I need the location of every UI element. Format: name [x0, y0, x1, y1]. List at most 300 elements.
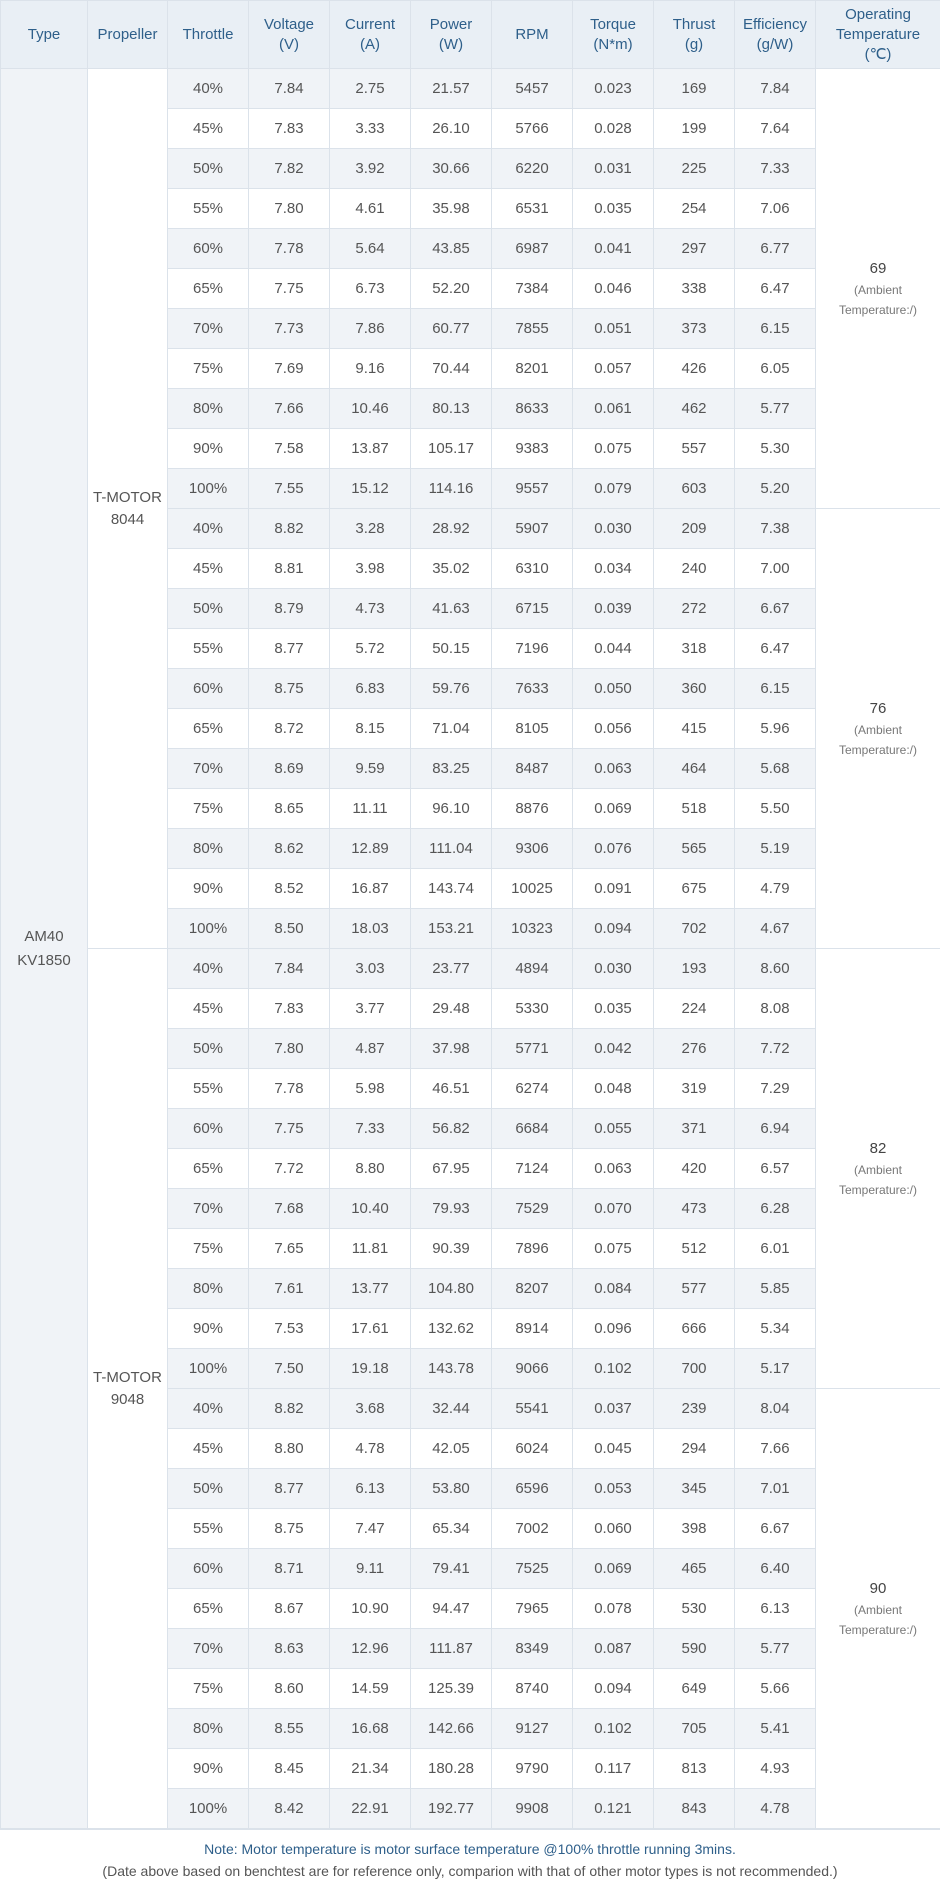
- cell-rpm: 10025: [492, 869, 573, 909]
- cell-current: 14.59: [330, 1669, 411, 1709]
- cell-power: 111.87: [411, 1629, 492, 1669]
- column-header-propeller-line: Propeller: [97, 26, 157, 43]
- cell-torque: 0.069: [573, 789, 654, 829]
- cell-voltage: 7.69: [249, 349, 330, 389]
- cell-voltage: 8.45: [249, 1749, 330, 1789]
- cell-rpm: 8487: [492, 749, 573, 789]
- cell-efficiency: 8.60: [735, 949, 816, 989]
- cell-rpm: 6024: [492, 1429, 573, 1469]
- cell-throttle: 70%: [168, 749, 249, 789]
- cell-power: 21.57: [411, 69, 492, 109]
- cell-current: 9.16: [330, 349, 411, 389]
- cell-power: 37.98: [411, 1029, 492, 1069]
- cell-thrust: 512: [654, 1229, 735, 1269]
- cell-torque: 0.039: [573, 589, 654, 629]
- cell-thrust: 360: [654, 669, 735, 709]
- cell-throttle: 40%: [168, 69, 249, 109]
- column-header-efficiency-line: Efficiency: [743, 16, 807, 33]
- cell-rpm: 8201: [492, 349, 573, 389]
- cell-thrust: 345: [654, 1469, 735, 1509]
- cell-current: 9.11: [330, 1549, 411, 1589]
- cell-efficiency: 4.93: [735, 1749, 816, 1789]
- column-header-torque: [573, 1, 654, 69]
- footnote-line-1: Note: Motor temperature is motor surface temperature @100% throttle running 3mins.: [0, 1838, 940, 1860]
- cell-torque: 0.055: [573, 1109, 654, 1149]
- cell-throttle: 45%: [168, 549, 249, 589]
- cell-torque: 0.075: [573, 1229, 654, 1269]
- motor-type-line: AM40: [24, 928, 63, 945]
- cell-voltage: 7.78: [249, 1069, 330, 1109]
- column-header-voltage-line: Voltage: [264, 16, 314, 33]
- cell-thrust: 565: [654, 829, 735, 869]
- cell-torque: 0.056: [573, 709, 654, 749]
- cell-voltage: 7.83: [249, 109, 330, 149]
- cell-thrust: 530: [654, 1589, 735, 1629]
- cell-torque: 0.030: [573, 949, 654, 989]
- cell-power: 192.77: [411, 1789, 492, 1829]
- cell-torque: 0.035: [573, 989, 654, 1029]
- cell-voltage: 8.42: [249, 1789, 330, 1829]
- column-header-operating-temperature-line: Operating: [845, 6, 911, 23]
- cell-voltage: 8.62: [249, 829, 330, 869]
- cell-torque: 0.121: [573, 1789, 654, 1829]
- cell-torque: 0.048: [573, 1069, 654, 1109]
- cell-throttle: 80%: [168, 829, 249, 869]
- cell-thrust: 225: [654, 149, 735, 189]
- cell-rpm: 9790: [492, 1749, 573, 1789]
- table-row: [1, 949, 940, 989]
- ambient-temperature-note: Temperature:/): [816, 740, 940, 760]
- temperature-cell: [816, 1389, 940, 1829]
- cell-voltage: 8.79: [249, 589, 330, 629]
- cell-efficiency: 4.79: [735, 869, 816, 909]
- cell-throttle: 40%: [168, 1389, 249, 1429]
- propeller-cell: [88, 949, 168, 1829]
- column-header-current-line: Current: [345, 16, 395, 33]
- cell-torque: 0.053: [573, 1469, 654, 1509]
- cell-rpm: 5766: [492, 109, 573, 149]
- cell-torque: 0.030: [573, 509, 654, 549]
- cell-throttle: 90%: [168, 429, 249, 469]
- cell-voltage: 7.75: [249, 269, 330, 309]
- cell-power: 46.51: [411, 1069, 492, 1109]
- cell-current: 6.73: [330, 269, 411, 309]
- column-header-operating-temperature: [816, 1, 940, 69]
- cell-thrust: 272: [654, 589, 735, 629]
- column-header-thrust-line: Thrust: [673, 16, 716, 33]
- cell-thrust: 426: [654, 349, 735, 389]
- cell-current: 4.61: [330, 189, 411, 229]
- cell-power: 29.48: [411, 989, 492, 1029]
- cell-power: 142.66: [411, 1709, 492, 1749]
- cell-power: 52.20: [411, 269, 492, 309]
- cell-efficiency: 5.77: [735, 389, 816, 429]
- cell-rpm: 5541: [492, 1389, 573, 1429]
- cell-efficiency: 6.57: [735, 1149, 816, 1189]
- cell-thrust: 590: [654, 1629, 735, 1669]
- cell-voltage: 7.80: [249, 1029, 330, 1069]
- cell-throttle: 80%: [168, 1709, 249, 1749]
- cell-thrust: 649: [654, 1669, 735, 1709]
- cell-power: 143.74: [411, 869, 492, 909]
- cell-throttle: 100%: [168, 1789, 249, 1829]
- cell-thrust: 318: [654, 629, 735, 669]
- cell-thrust: 813: [654, 1749, 735, 1789]
- cell-torque: 0.078: [573, 1589, 654, 1629]
- cell-torque: 0.076: [573, 829, 654, 869]
- cell-power: 105.17: [411, 429, 492, 469]
- temperature-value: 82: [816, 1138, 940, 1160]
- cell-thrust: 239: [654, 1389, 735, 1429]
- cell-efficiency: 6.67: [735, 1509, 816, 1549]
- cell-rpm: 7529: [492, 1189, 573, 1229]
- cell-voltage: 7.50: [249, 1349, 330, 1389]
- cell-current: 3.98: [330, 549, 411, 589]
- motor-type-cell: [1, 69, 88, 1829]
- cell-efficiency: 5.77: [735, 1629, 816, 1669]
- cell-throttle: 100%: [168, 469, 249, 509]
- cell-rpm: 8105: [492, 709, 573, 749]
- cell-efficiency: 8.04: [735, 1389, 816, 1429]
- column-header-thrust: [654, 1, 735, 69]
- cell-efficiency: 6.47: [735, 629, 816, 669]
- cell-power: 143.78: [411, 1349, 492, 1389]
- cell-thrust: 473: [654, 1189, 735, 1229]
- cell-torque: 0.044: [573, 629, 654, 669]
- cell-power: 132.62: [411, 1309, 492, 1349]
- column-header-efficiency-line: (g/W): [757, 36, 794, 53]
- cell-throttle: 60%: [168, 1549, 249, 1589]
- cell-power: 80.13: [411, 389, 492, 429]
- cell-current: 10.46: [330, 389, 411, 429]
- column-header-torque-line: Torque: [590, 16, 636, 33]
- cell-efficiency: 7.06: [735, 189, 816, 229]
- cell-thrust: 577: [654, 1269, 735, 1309]
- cell-throttle: 70%: [168, 1189, 249, 1229]
- cell-rpm: 5771: [492, 1029, 573, 1069]
- cell-voltage: 8.81: [249, 549, 330, 589]
- cell-throttle: 75%: [168, 789, 249, 829]
- column-header-power-line: Power: [430, 16, 473, 33]
- ambient-temperature-note: Temperature:/): [816, 1620, 940, 1640]
- cell-rpm: 8876: [492, 789, 573, 829]
- cell-voltage: 7.75: [249, 1109, 330, 1149]
- column-header-thrust-line: (g): [685, 36, 703, 53]
- cell-efficiency: 5.34: [735, 1309, 816, 1349]
- cell-rpm: 7196: [492, 629, 573, 669]
- header-row: [1, 1, 940, 69]
- cell-efficiency: 7.33: [735, 149, 816, 189]
- cell-voltage: 8.82: [249, 1389, 330, 1429]
- cell-current: 8.80: [330, 1149, 411, 1189]
- cell-torque: 0.079: [573, 469, 654, 509]
- cell-power: 180.28: [411, 1749, 492, 1789]
- cell-voltage: 8.69: [249, 749, 330, 789]
- cell-voltage: 8.60: [249, 1669, 330, 1709]
- cell-current: 13.87: [330, 429, 411, 469]
- cell-efficiency: 7.00: [735, 549, 816, 589]
- cell-efficiency: 7.01: [735, 1469, 816, 1509]
- cell-current: 3.92: [330, 149, 411, 189]
- cell-current: 15.12: [330, 469, 411, 509]
- cell-power: 50.15: [411, 629, 492, 669]
- cell-voltage: 7.80: [249, 189, 330, 229]
- column-header-current: [330, 1, 411, 69]
- cell-thrust: 169: [654, 69, 735, 109]
- cell-voltage: 8.65: [249, 789, 330, 829]
- cell-torque: 0.069: [573, 1549, 654, 1589]
- cell-power: 30.66: [411, 149, 492, 189]
- cell-rpm: 9557: [492, 469, 573, 509]
- cell-rpm: 9306: [492, 829, 573, 869]
- cell-throttle: 80%: [168, 389, 249, 429]
- cell-efficiency: 6.15: [735, 309, 816, 349]
- cell-power: 59.76: [411, 669, 492, 709]
- cell-efficiency: 5.41: [735, 1709, 816, 1749]
- cell-torque: 0.035: [573, 189, 654, 229]
- cell-torque: 0.031: [573, 149, 654, 189]
- cell-efficiency: 5.20: [735, 469, 816, 509]
- cell-power: 32.44: [411, 1389, 492, 1429]
- cell-current: 10.40: [330, 1189, 411, 1229]
- cell-efficiency: 7.38: [735, 509, 816, 549]
- temperature-cell: [816, 509, 940, 949]
- cell-power: 53.80: [411, 1469, 492, 1509]
- cell-thrust: 193: [654, 949, 735, 989]
- cell-torque: 0.034: [573, 549, 654, 589]
- cell-voltage: 7.72: [249, 1149, 330, 1189]
- column-header-torque-line: (N*m): [593, 36, 632, 53]
- cell-voltage: 7.55: [249, 469, 330, 509]
- cell-throttle: 60%: [168, 1109, 249, 1149]
- cell-throttle: 70%: [168, 309, 249, 349]
- cell-voltage: 7.83: [249, 989, 330, 1029]
- cell-rpm: 6274: [492, 1069, 573, 1109]
- cell-throttle: 75%: [168, 1669, 249, 1709]
- cell-efficiency: 6.01: [735, 1229, 816, 1269]
- cell-torque: 0.042: [573, 1029, 654, 1069]
- column-header-rpm: [492, 1, 573, 69]
- cell-voltage: 8.82: [249, 509, 330, 549]
- cell-rpm: 6987: [492, 229, 573, 269]
- cell-rpm: 8914: [492, 1309, 573, 1349]
- cell-throttle: 50%: [168, 589, 249, 629]
- cell-power: 42.05: [411, 1429, 492, 1469]
- temperature-cell: [816, 69, 940, 509]
- cell-current: 11.11: [330, 789, 411, 829]
- cell-current: 5.64: [330, 229, 411, 269]
- column-header-type-line: Type: [28, 26, 61, 43]
- cell-torque: 0.061: [573, 389, 654, 429]
- cell-current: 3.03: [330, 949, 411, 989]
- cell-efficiency: 5.66: [735, 1669, 816, 1709]
- cell-power: 65.34: [411, 1509, 492, 1549]
- column-header-power-line: (W): [439, 36, 463, 53]
- cell-current: 13.77: [330, 1269, 411, 1309]
- cell-voltage: 7.82: [249, 149, 330, 189]
- cell-current: 10.90: [330, 1589, 411, 1629]
- cell-torque: 0.091: [573, 869, 654, 909]
- cell-voltage: 7.58: [249, 429, 330, 469]
- cell-rpm: 9127: [492, 1709, 573, 1749]
- cell-torque: 0.094: [573, 909, 654, 949]
- cell-power: 56.82: [411, 1109, 492, 1149]
- cell-power: 111.04: [411, 829, 492, 869]
- column-header-rpm-line: RPM: [515, 26, 548, 43]
- cell-thrust: 518: [654, 789, 735, 829]
- cell-voltage: 8.72: [249, 709, 330, 749]
- cell-power: 114.16: [411, 469, 492, 509]
- cell-throttle: 90%: [168, 1749, 249, 1789]
- column-header-efficiency: [735, 1, 816, 69]
- cell-efficiency: 6.15: [735, 669, 816, 709]
- cell-rpm: 6596: [492, 1469, 573, 1509]
- cell-power: 104.80: [411, 1269, 492, 1309]
- cell-current: 9.59: [330, 749, 411, 789]
- cell-throttle: 60%: [168, 669, 249, 709]
- cell-current: 16.87: [330, 869, 411, 909]
- cell-current: 21.34: [330, 1749, 411, 1789]
- cell-torque: 0.094: [573, 1669, 654, 1709]
- cell-efficiency: 7.66: [735, 1429, 816, 1469]
- cell-current: 4.78: [330, 1429, 411, 1469]
- temperature-value: 76: [816, 698, 940, 720]
- footnote-line-2: (Date above based on benchtest are for reference only, comparion with that of other motor types is not recommended.): [0, 1860, 940, 1882]
- cell-voltage: 7.68: [249, 1189, 330, 1229]
- cell-throttle: 75%: [168, 1229, 249, 1269]
- cell-efficiency: 5.50: [735, 789, 816, 829]
- cell-efficiency: 7.72: [735, 1029, 816, 1069]
- cell-torque: 0.041: [573, 229, 654, 269]
- cell-thrust: 557: [654, 429, 735, 469]
- ambient-temperature-note: (Ambient: [816, 280, 940, 300]
- cell-throttle: 65%: [168, 709, 249, 749]
- cell-power: 90.39: [411, 1229, 492, 1269]
- footnote: [0, 1829, 940, 1896]
- cell-torque: 0.060: [573, 1509, 654, 1549]
- cell-current: 19.18: [330, 1349, 411, 1389]
- cell-rpm: 5457: [492, 69, 573, 109]
- cell-power: 125.39: [411, 1669, 492, 1709]
- cell-torque: 0.050: [573, 669, 654, 709]
- cell-thrust: 462: [654, 389, 735, 429]
- ambient-temperature-note: (Ambient: [816, 1160, 940, 1180]
- cell-current: 18.03: [330, 909, 411, 949]
- cell-throttle: 50%: [168, 1029, 249, 1069]
- cell-throttle: 80%: [168, 1269, 249, 1309]
- cell-current: 3.28: [330, 509, 411, 549]
- cell-efficiency: 6.77: [735, 229, 816, 269]
- cell-power: 41.63: [411, 589, 492, 629]
- cell-throttle: 55%: [168, 1069, 249, 1109]
- cell-throttle: 65%: [168, 1589, 249, 1629]
- cell-torque: 0.037: [573, 1389, 654, 1429]
- cell-power: 23.77: [411, 949, 492, 989]
- cell-rpm: 7002: [492, 1509, 573, 1549]
- cell-voltage: 8.52: [249, 869, 330, 909]
- cell-power: 83.25: [411, 749, 492, 789]
- cell-current: 22.91: [330, 1789, 411, 1829]
- cell-efficiency: 8.08: [735, 989, 816, 1029]
- column-header-type: [1, 1, 88, 69]
- cell-rpm: 8633: [492, 389, 573, 429]
- cell-voltage: 7.66: [249, 389, 330, 429]
- cell-voltage: 7.73: [249, 309, 330, 349]
- cell-throttle: 50%: [168, 1469, 249, 1509]
- cell-current: 5.98: [330, 1069, 411, 1109]
- cell-current: 4.87: [330, 1029, 411, 1069]
- cell-voltage: 7.84: [249, 69, 330, 109]
- motor-type-line: KV1850: [17, 952, 70, 969]
- cell-throttle: 60%: [168, 229, 249, 269]
- cell-thrust: 240: [654, 549, 735, 589]
- cell-power: 71.04: [411, 709, 492, 749]
- cell-current: 12.96: [330, 1629, 411, 1669]
- cell-throttle: 70%: [168, 1629, 249, 1669]
- cell-efficiency: 5.30: [735, 429, 816, 469]
- cell-voltage: 8.75: [249, 669, 330, 709]
- cell-rpm: 6310: [492, 549, 573, 589]
- cell-thrust: 254: [654, 189, 735, 229]
- cell-current: 5.72: [330, 629, 411, 669]
- cell-efficiency: 6.94: [735, 1109, 816, 1149]
- cell-rpm: 7525: [492, 1549, 573, 1589]
- cell-throttle: 90%: [168, 869, 249, 909]
- column-header-throttle-line: Throttle: [183, 26, 234, 43]
- cell-efficiency: 7.84: [735, 69, 816, 109]
- column-header-throttle: [168, 1, 249, 69]
- cell-efficiency: 4.78: [735, 1789, 816, 1829]
- cell-torque: 0.075: [573, 429, 654, 469]
- cell-thrust: 702: [654, 909, 735, 949]
- temperature-cell: [816, 949, 940, 1389]
- cell-thrust: 464: [654, 749, 735, 789]
- cell-voltage: 8.71: [249, 1549, 330, 1589]
- cell-efficiency: 6.67: [735, 589, 816, 629]
- cell-thrust: 420: [654, 1149, 735, 1189]
- cell-torque: 0.063: [573, 1149, 654, 1189]
- cell-current: 4.73: [330, 589, 411, 629]
- cell-thrust: 294: [654, 1429, 735, 1469]
- ambient-temperature-note: (Ambient: [816, 1600, 940, 1620]
- cell-rpm: 9066: [492, 1349, 573, 1389]
- cell-throttle: 75%: [168, 349, 249, 389]
- cell-power: 43.85: [411, 229, 492, 269]
- cell-rpm: 7124: [492, 1149, 573, 1189]
- cell-current: 6.83: [330, 669, 411, 709]
- cell-throttle: 65%: [168, 1149, 249, 1189]
- cell-efficiency: 6.05: [735, 349, 816, 389]
- cell-thrust: 338: [654, 269, 735, 309]
- cell-power: 96.10: [411, 789, 492, 829]
- cell-rpm: 4894: [492, 949, 573, 989]
- cell-rpm: 10323: [492, 909, 573, 949]
- cell-current: 12.89: [330, 829, 411, 869]
- cell-voltage: 8.67: [249, 1589, 330, 1629]
- cell-rpm: 5330: [492, 989, 573, 1029]
- cell-current: 7.86: [330, 309, 411, 349]
- propeller-label-line: T-MOTOR: [93, 489, 162, 506]
- cell-torque: 0.087: [573, 1629, 654, 1669]
- column-header-operating-temperature-line: Temperature: [836, 26, 920, 43]
- cell-power: 79.93: [411, 1189, 492, 1229]
- cell-voltage: 8.80: [249, 1429, 330, 1469]
- cell-rpm: 8207: [492, 1269, 573, 1309]
- cell-rpm: 8349: [492, 1629, 573, 1669]
- table-row: [1, 69, 940, 109]
- cell-throttle: 45%: [168, 1429, 249, 1469]
- cell-throttle: 45%: [168, 109, 249, 149]
